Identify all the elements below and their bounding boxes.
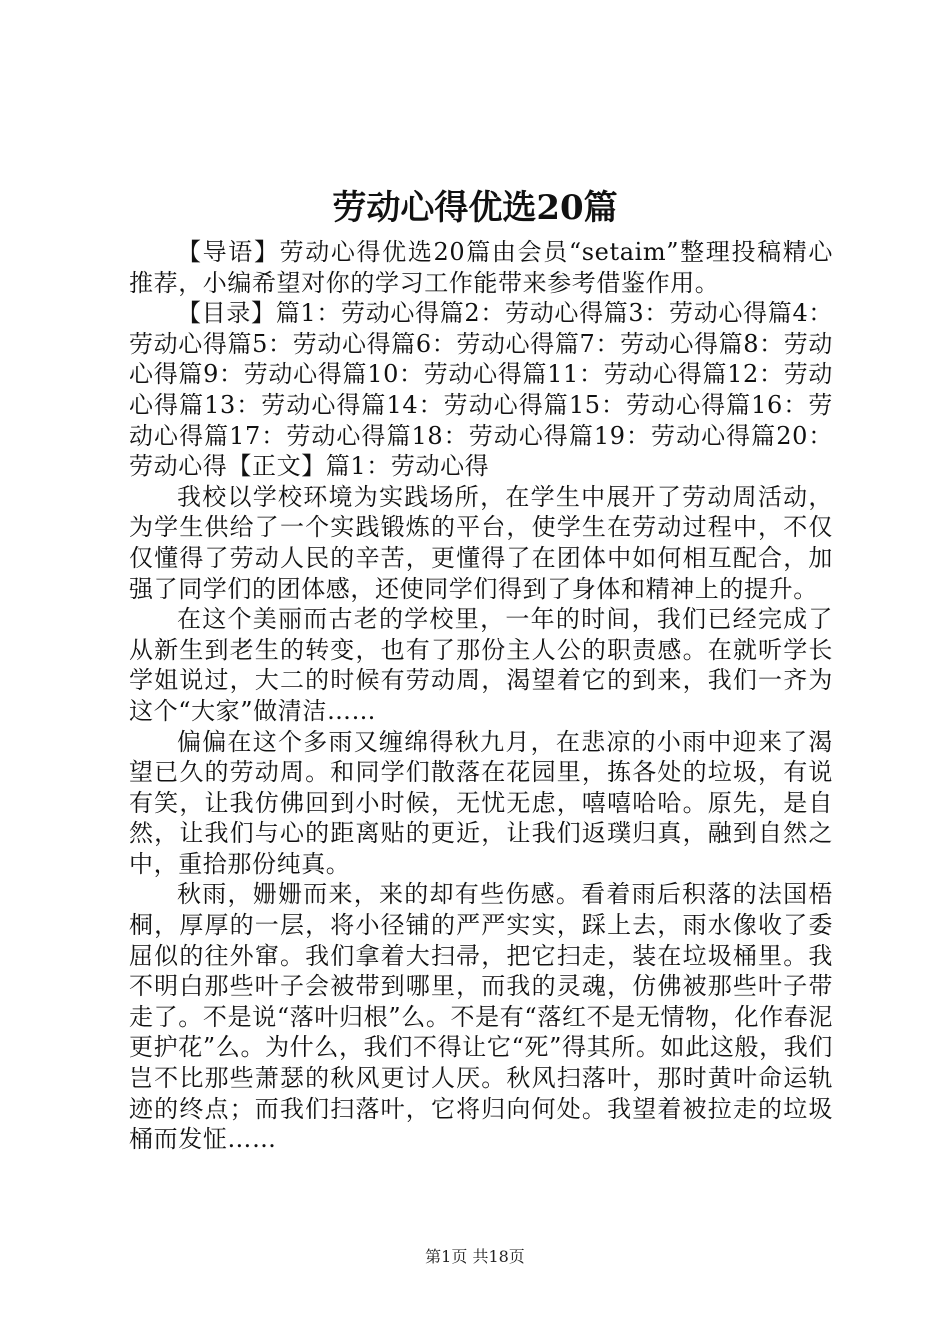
document-title: 劳动心得优选20篇: [332, 188, 618, 228]
intro-paragraph: 【导语】劳动心得优选20篇由会员“setaim”整理投稿精心推荐，小编希望对你的学习工作能带来参考借鉴作用。: [129, 238, 833, 297]
body-paragraph: 偏偏在这个多雨又缠绵得秋九月，在悲凉的小雨中迎来了渴望已久的劳动周。和同学们散落在花园里，拣各处的垃圾，有说有笑，让我仿佛回到小时候，无忧无虑，嘻嘻哈哈。原先，是自然，让我们与心的距离贴的更近，让我们返璞归真，融到自然之中，重拾那份纯真。: [129, 727, 833, 878]
document-body: [129, 237, 833, 1155]
page-footer: 第1页 共18页: [425, 1247, 525, 1266]
body-paragraph: 秋雨，姗姗而来，来的却有些伤感。看着雨后积落的法国梧桐，厚厚的一层，将小径铺的严严实实，踩上去，雨水像收了委屈似的往外窜。我们拿着大扫帚，把它扫走，装在垃圾桶里。我不明白那些叶子会被带到哪里，而我的灵魂，仿佛被那些叶子带走了。不是说“落叶归根”么。不是有“落红不是无情物，化作春泥更护花”么。为什么，我们不得让它“死”得其所。如此这般，我们岂不比那些萧瑟的秋风更讨人厌。秋风扫落叶，那时黄叶命运轨迹的终点；而我们扫落叶，它将归向何处。我望着被拉走的垃圾桶而发怔……: [129, 880, 833, 1154]
body-paragraph: 在这个美丽而古老的学校里，一年的时间，我们已经完成了从新生到老生的转变，也有了那份主人公的职责感。在就听学长学姐说过，大二的时候有劳动周，渴望着它的到来，我们一齐为这个“大家”做清洁……: [129, 605, 833, 725]
body-paragraph: 我校以学校环境为实践场所，在学生中展开了劳动周活动，为学生供给了一个实践锻炼的平台，使学生在劳动过程中，不仅仅懂得了劳动人民的辛苦，更懂得了在团体中如何相互配合，加强了同学们的团体感，还使同学们得到了身体和精神上的提升。: [129, 482, 833, 603]
table-of-contents-paragraph: 【目录】篇1：劳动心得篇2：劳动心得篇3：劳动心得篇4：劳动心得篇5：劳动心得篇6：劳动心得篇7：劳动心得篇8：劳动心得篇9：劳动心得篇10：劳动心得篇11：劳动心得篇12：劳动心得篇13：劳动心得篇14：劳动心得篇15：劳动心得篇16：劳动心得篇17：劳动心得篇18：劳动心得篇19：劳动心得篇20：劳动心得【正文】篇1：劳动心得: [129, 299, 833, 481]
